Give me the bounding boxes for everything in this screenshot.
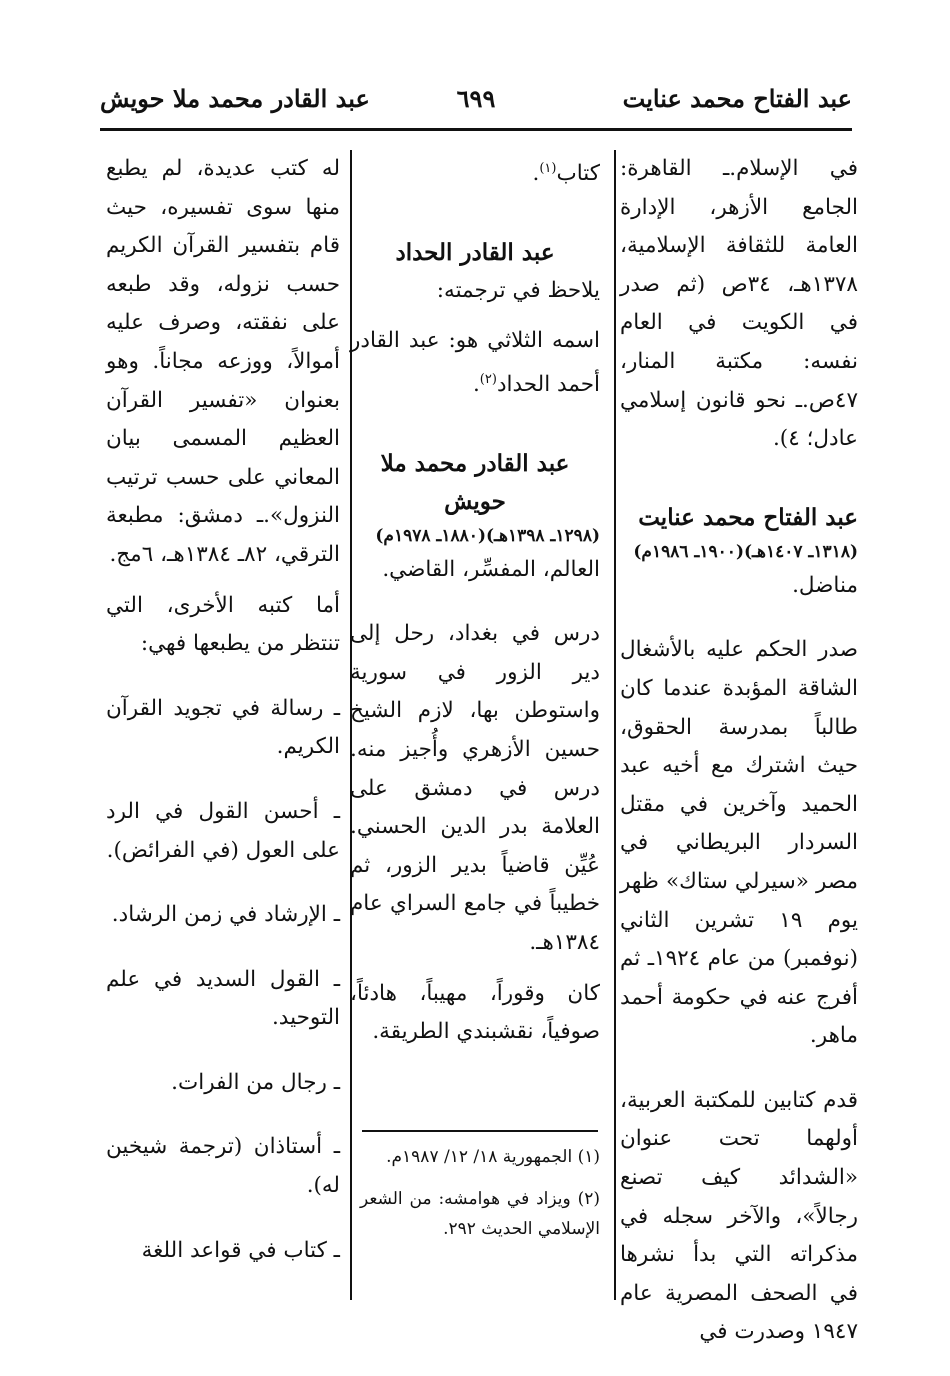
footnote-mark: (١) — [539, 161, 557, 176]
column-divider-right — [614, 150, 616, 1300]
column-left — [106, 150, 340, 1270]
entry-paragraph: كان وقوراً، مهيباً، هادئاً، صوفياً، نقشبندي الطريقة. — [350, 980, 600, 1045]
continued-text: في الإسلام.ـ القاهرة: الجامع الأزهر، الإدارة العامة للثقافة الإسلامية، ١٣٧٨هـ، ٣٤ص (ثم صدر في الكويت في العام نفسه: مكتبة المنار، ٤٧ص.ـ نحو قانون إسلامي عادل؛ ٤). — [620, 156, 858, 452]
entry-role: مناضل. — [792, 572, 858, 598]
header-right-title: عبد الفتاح محمد عنايت — [622, 84, 852, 113]
book-list-item: ـ رجال من الفرات. — [171, 1069, 340, 1095]
entry-paragraph: درس في بغداد، رحل إلى دير الزور في سورية واستوطن بها، لازم الشيخ حسين الأزهري وأُجيز منه. درس في دمشق على العلامة بدر الدين الحسني. عُيِّن قاضياً بدير الزور، ثم خطيباً في جامع السراي عام ١٣٨٤هـ. — [350, 621, 600, 956]
entry-paragraph: قدم كتابين للمكتبة العربية، أولهما تحت عنوان «الشدائد كيف تصنع رجالاً»، والآخر سجله في مذكراته التي بدأ نشرها في الصحف المصرية عام ١٩٤٧ وصدرت في — [620, 1087, 858, 1345]
entry-dates: (١٢٩٨ـ ١٣٩٨هـ)(١٨٨٠ـ ١٩٧٨م) — [375, 525, 600, 546]
entry-paragraph: له كتب عديدة، لم يطبع منها سوى تفسيره، حيث قام بتفسير القرآن الكريم حسب نزوله، وقد طبعه على نفقته، وصرف عليه أموالاً، ووزعه مجاناً. وهو بعنوان «تفسير القرآن العظيم المسمى بيان المعاني على حسب ترتيب النزول».ـ دمشق: مطبعة الترقي، ٨٢ـ ١٣٨٤هـ، ٦مج. — [106, 156, 340, 567]
book-list-item: ـ الإرشاد في زمن الرشاد. — [111, 902, 340, 928]
entry-title: عبد القادر الحداد — [395, 238, 555, 266]
running-header — [100, 84, 852, 124]
footnotes — [360, 1142, 600, 1244]
continued-text: كتاب$^{(١)}$. — [532, 161, 600, 187]
entry-title: عبد القادر محمد ملا حويش — [380, 449, 570, 515]
entry-note: يلاحظ في ترجمته: — [436, 277, 600, 303]
book-list-item: ـ القول السديد في علم التوحيد. — [106, 966, 340, 1031]
footnote: (١) الجمهورية ١٨/ ١٢/ ١٩٨٧م. — [386, 1147, 600, 1167]
entry-role: العالم، المفسِّر، القاضي. — [382, 556, 600, 582]
entry-paragraph: أما كتبه الأخرى، التي تنتظر من يطبعها فهي: — [106, 592, 340, 657]
entry-title: عبد الفتاح محمد عنايت — [638, 503, 858, 531]
footnote-mark: (٢) — [479, 371, 497, 387]
book-list-item: ـ رسالة في تجويد القرآن الكريم. — [106, 695, 340, 760]
page-number: ٦٩٩ — [456, 84, 496, 113]
footnote: (٢) ويزاد في هوامشه: من الشعر الإسلامي الحديث ٢٩٢. — [360, 1189, 600, 1239]
column-middle — [350, 150, 600, 1052]
column-right — [620, 150, 858, 1352]
entry-dates: (١٣١٨ـ ١٤٠٧هـ)(١٩٠٠ـ ١٩٨٦م) — [633, 541, 858, 562]
book-list-item: ـ أستاذان (ترجمة شيخين له). — [106, 1134, 340, 1199]
footnote-rule — [362, 1130, 598, 1132]
entry-paragraph: صدر الحكم عليه بالأشغال الشاقة المؤبدة عندما كان طالباً بمدرسة الحقوق، حيث اشترك مع أخيه عبد الحميد وآخرين في مقتل السردار البريطاني في مصر «سيرلي ستاك» ظهر يوم ١٩ تشرين الثاني (نوفمبر) من عام ١٩٢٤ـ ثم أفرج عنه في حكومة أحمد ماهر. — [620, 637, 858, 1049]
header-left-title: عبد القادر محمد ملا حويش — [100, 84, 370, 113]
book-list-item: ـ أحسن القول في الرد على العول (في الفرائض). — [106, 798, 340, 863]
book-list-item: ـ كتاب في قواعد اللغة — [141, 1237, 340, 1263]
header-rule — [100, 128, 852, 131]
entry-paragraph: اسمه الثلاثي هو: عبد القادر أحمد الحداد$^{(٢)}$. — [350, 328, 600, 398]
